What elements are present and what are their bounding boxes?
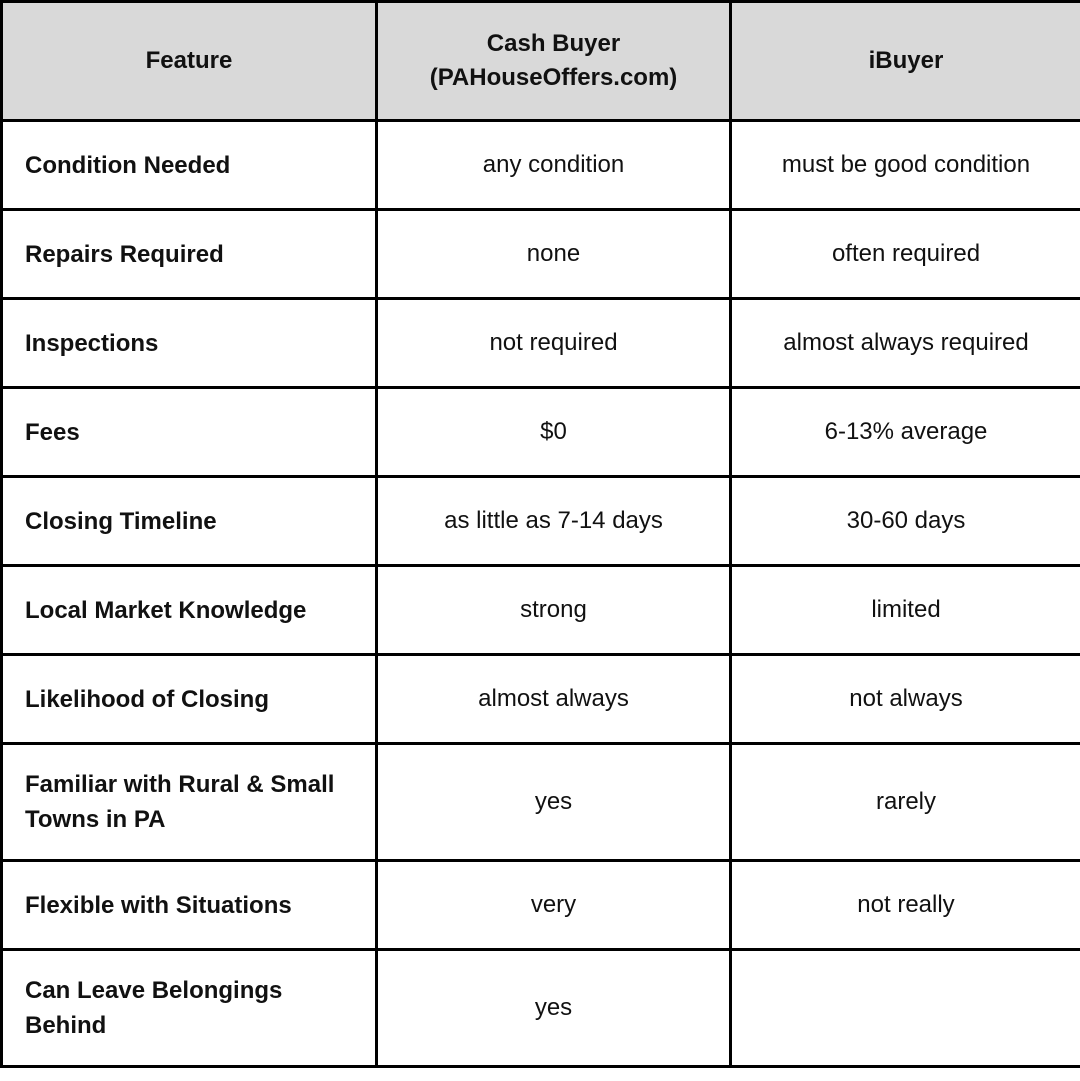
table-row xyxy=(2,655,1080,744)
cash-buyer-cell: yes xyxy=(377,744,731,861)
feature-cell: Fees xyxy=(2,388,377,477)
feature-cell: Likelihood of Closing xyxy=(2,655,377,744)
table-row xyxy=(2,299,1080,388)
cash-buyer-cell: very xyxy=(377,861,731,950)
cash-buyer-cell: $0 xyxy=(377,388,731,477)
ibuyer-cell: not really xyxy=(731,861,1080,950)
cash-buyer-cell: strong xyxy=(377,566,731,655)
ibuyer-cell: limited xyxy=(731,566,1080,655)
feature-cell: Condition Needed xyxy=(2,121,377,210)
table-row xyxy=(2,477,1080,566)
table-row xyxy=(2,861,1080,950)
header-cash-buyer-line2: (PAHouseOffers.com) xyxy=(429,64,678,91)
feature-cell: Local Market Knowledge xyxy=(2,566,377,655)
ibuyer-cell: 6-13% average xyxy=(731,388,1080,477)
ibuyer-cell: 30-60 days xyxy=(731,477,1080,566)
ibuyer-cell: almost always required xyxy=(731,299,1080,388)
ibuyer-cell: rarely xyxy=(731,744,1080,861)
header-cash-buyer-line1: Cash Buyer xyxy=(486,30,621,57)
cash-buyer-cell: any condition xyxy=(377,121,731,210)
header-feature: Feature xyxy=(2,2,377,121)
ibuyer-cell: often required xyxy=(731,210,1080,299)
cash-buyer-cell: as little as 7-14 days xyxy=(377,477,731,566)
table-row xyxy=(2,950,1080,1067)
ibuyer-cell: not always xyxy=(731,655,1080,744)
feature-cell: Closing Timeline xyxy=(2,477,377,566)
table-row xyxy=(2,121,1080,210)
cash-buyer-cell: not required xyxy=(377,299,731,388)
cash-buyer-cell: none xyxy=(377,210,731,299)
table-row xyxy=(2,210,1080,299)
ibuyer-cell: must be good condition xyxy=(731,121,1080,210)
cash-buyer-cell: yes xyxy=(377,950,731,1067)
cash-buyer-cell: almost always xyxy=(377,655,731,744)
feature-cell: Can Leave Belongings Behind xyxy=(2,950,377,1067)
table-row xyxy=(2,566,1080,655)
table-row xyxy=(2,388,1080,477)
feature-cell: Flexible with Situations xyxy=(2,861,377,950)
feature-cell: Familiar with Rural & Small Towns in PA xyxy=(2,744,377,861)
ibuyer-cell xyxy=(731,950,1080,1067)
header-ibuyer: iBuyer xyxy=(731,2,1080,121)
feature-cell: Inspections xyxy=(2,299,377,388)
header-cash-buyer xyxy=(377,2,731,121)
table-row xyxy=(2,744,1080,861)
header-row xyxy=(2,2,1080,121)
feature-cell: Repairs Required xyxy=(2,210,377,299)
